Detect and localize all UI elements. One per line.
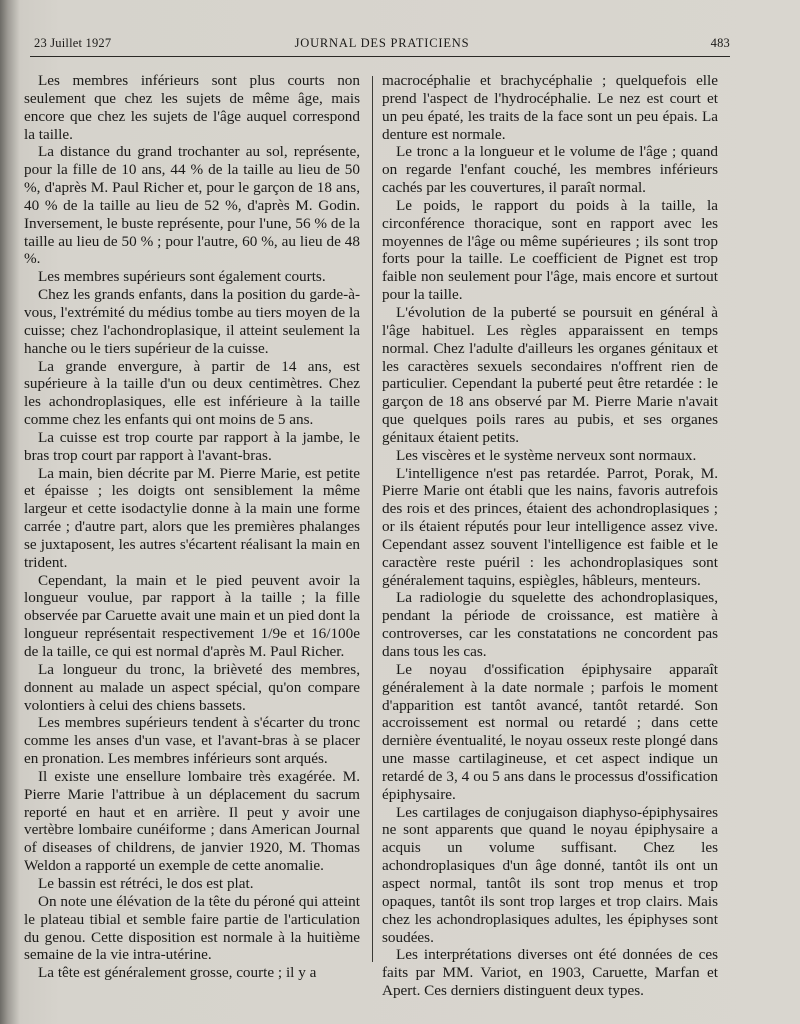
paragraph: Le poids, le rapport du poids à la taille, la circonférence thoracique, sont en rapport avec les moyennes de l'âge ou même supérieures ; ils sont trop forts pour la taille. Le coefficient de Pignet est trop faible non seulement pour l'âge, mais encore et surtout pour la taille. [382, 196, 718, 304]
running-header [34, 36, 730, 54]
paragraph: Chez les grands enfants, dans la position du garde-à-vous, l'extrémité du médius tombe au tiers moyen de la cuisse; chez l'achondroplasique, il atteint seulement la hanche ou le tiers supérieur de la cuisse. [24, 286, 360, 357]
paragraph: Le tronc a la longueur et le volume de l'âge ; quand on regarde l'enfant couché, les membres inférieurs cachés par les couvertures, il paraît normal. [382, 143, 718, 197]
paragraph: La grande envergure, à partir de 14 ans, est supérieure à la taille d'un ou deux centimètres. Chez les achondroplasiques, elle est inférieure à la taille comme chez les enfants qui ont moins de 5 ans. [24, 357, 360, 429]
paragraph: La radiologie du squelette des achondroplasiques, pendant la période de croissance, est matière à controverses, car les constatations ne concordent pas dans tous les cas. [382, 589, 718, 660]
paragraph: La main, bien décrite par M. Pierre Marie, est petite et épaisse ; les doigts ont sensiblement la même largeur et cette isodactylie donne à la main une forme carrée ; d'autre part, alors que les premières phalanges se juxtaposent, les autres s'écartent réalisant la main en trident. [24, 464, 360, 571]
paragraph: L'intelligence n'est pas retardée. Parrot, Porak, M. Pierre Marie ont établi que les nains, favoris autrefois des rois et des princes, étaient des achondroplasiques ; or ils étaient réputés pour leur intelligence assez vive. Cependant assez souvent l'intelligence est faible et le caractère reste puéril : les achondroplasiques sont généralement taquins, espiègles, hâbleurs, menteurs. [382, 464, 718, 589]
paragraph: La cuisse est trop courte par rapport à la jambe, le bras trop court par rapport à l'avant-bras. [24, 428, 360, 464]
paragraph: L'évolution de la puberté se poursuit en général à l'âge habituel. Les règles apparaissent en temps normal. Chez l'adulte d'ailleurs les organes génitaux et les caractères sexuels secondaires n'offrent rien de particulier. Cependant la puberté peut être retardée : le garçon de 18 ans observé par M. Pierre Marie n'avait que quelques poils rares au pubis, et ses organes génitaux étaient petits. [382, 303, 718, 446]
paragraph: Les membres supérieurs sont également courts. [38, 268, 326, 286]
paragraph: La longueur du tronc, la brièveté des membres, donnent au malade un aspect spécial, qu'on compare volontiers à celui des chiens bassets. [24, 660, 360, 714]
journal-title: JOURNAL DES PRATICIENS [294, 36, 470, 50]
paragraph: On note une élévation de la tête du péroné qui atteint le plateau tibial et semble faire partie de l'articulation du genou. Cette disposition est normale à la huitième semaine de la vie intra-utérine. [24, 892, 360, 964]
paragraph: La distance du grand trochanter au sol, représente, pour la fille de 10 ans, 44 % de la taille au lieu de 50 %, d'après M. Paul Richer et, pour le garçon de 18 ans, 40 % de la taille au lieu de 52 %, d'après M. Godin. Inversement, le buste représente, pour l'une, 56 % de la taille au lieu de 50 % ; pour l'autre, 60 %, au lieu de 48 %. [24, 143, 360, 268]
paragraph: Il existe une ensellure lombaire très exagérée. M. Pierre Marie l'attribue à un déplacement du sacrum reporté en haut et en arrière. Il peut y avoir une vertèbre lombaire cunéiforme ; dans American Journal of diseases of childrens, de janvier 1920, M. Thomas Weldon a rapporté un exemple de cette anomalie. [24, 767, 360, 875]
paragraph: Cependant, la main et le pied peuvent avoir la longueur voulue, par rapport à la taille ; la fille observée par Caruette avait une main et un pied dont la longueur représentait respectivement 1/9e et 16/100e de la taille, ce qui est normal d'après M. Paul Richer. [24, 571, 360, 660]
paragraph: Les membres supérieurs tendent à s'écarter du tronc comme les anses d'un vase, et l'avant-bras à se placer en pronation. Les membres inférieurs sont arqués. [24, 714, 360, 768]
left-column [24, 72, 360, 982]
paragraph: Les membres inférieurs sont plus courts non seulement que chez les sujets de même âge, mais encore que chez les sujets de l'âge auquel correspond la taille. [24, 72, 360, 143]
header-date: 23 Juillet 1927 [34, 36, 112, 50]
paragraph: Le noyau d'ossification épiphysaire apparaît généralement à la date normale ; parfois le moment d'apparition est tantôt avancé, tantôt retardé. Son accroissement est normal ou retardé ; dans cette dernière éventualité, le noyau osseux reste plongé dans une masse cartilagineuse, et cet aspect indique un retardé de 3, 4 ou 5 ans dans le processus d'ossification épiphysaire. [382, 660, 718, 803]
paragraph: Les interprétations diverses ont été données de ces faits par MM. Variot, en 1903, Caruette, Marfan et Apert. Ces derniers distinguent deux types. [382, 946, 718, 1000]
header-rule [30, 56, 730, 57]
paragraph: Les cartilages de conjugaison diaphyso-épiphysaires ne sont apparents que quand le noyau épiphysaire a acquis un volume suffisant. Chez les achondroplasiques d'un âge donné, tantôt ils ont un aspect normal, tantôt ils sont trop menus et trop opaques, tantôt ils sont trop larges et trop clairs. Mais chez les achondroplasiques adultes, les épiphyses sont soudées. [382, 803, 718, 946]
paragraph: Le bassin est rétréci, le dos est plat. [38, 874, 254, 892]
column-divider [372, 76, 373, 962]
paragraph: Les viscères et le système nerveux sont normaux. [396, 446, 697, 464]
paragraph: macrocéphalie et brachycéphalie ; quelquefois elle prend l'aspect de l'hydrocéphalie. Le nez est court et un peu épaté, les traits de la face sont un peu épais. La denture est normale. [382, 72, 718, 143]
right-column [382, 72, 718, 1000]
paragraph: La tête est généralement grosse, courte ; il y a [38, 964, 317, 982]
page-number: 483 [710, 36, 730, 50]
